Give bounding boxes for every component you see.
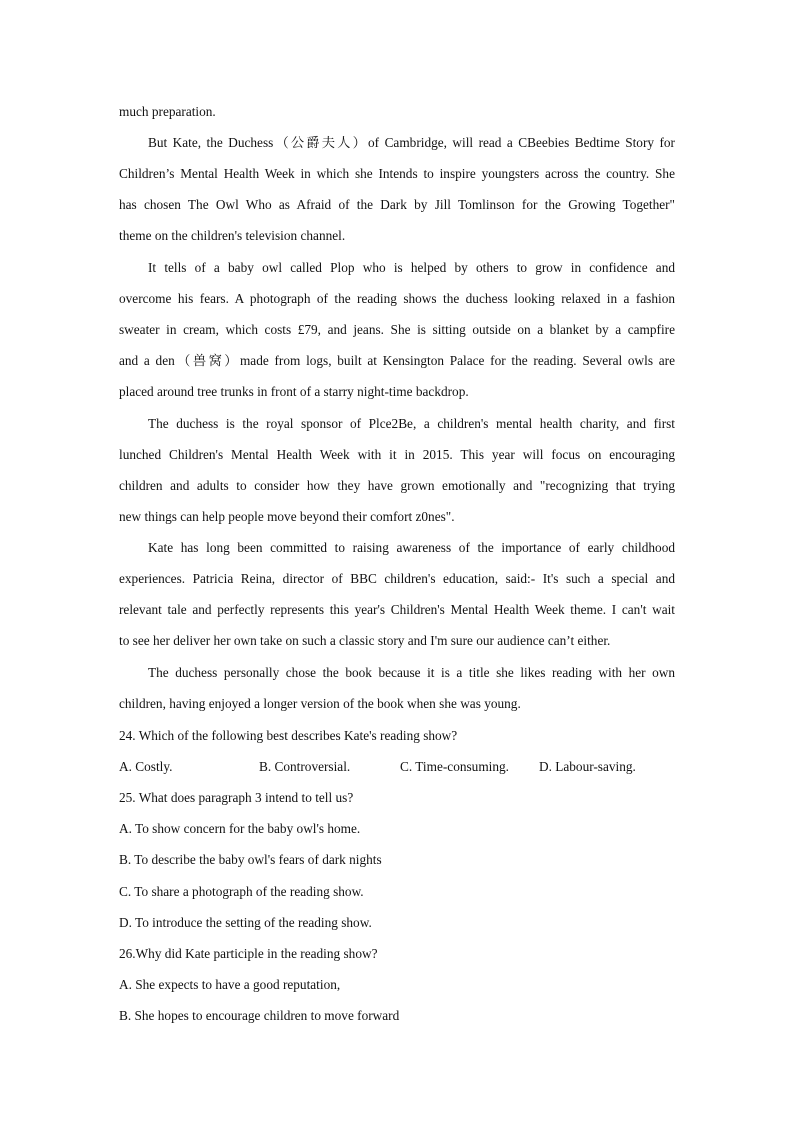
question-24-option-a: A. Costly. <box>119 759 173 774</box>
passage-line: theme on the children's television channel. <box>119 228 346 243</box>
passage-line: overcome his fears. A photograph of the reading shows the duchess looking relaxed in a fashion <box>119 291 675 306</box>
question-24-option-d: D. Labour-saving. <box>539 759 636 774</box>
passage-line: much preparation. <box>119 104 216 119</box>
passage-line: placed around tree trunks in front of a starry night-time backdrop. <box>119 384 469 399</box>
question-24-stem: 24. Which of the following best describes Kate's reading show? <box>119 728 458 743</box>
passage-line: to see her deliver her own take on such a classic story and I'm sure our audience can’t either. <box>119 633 611 648</box>
passage-line: The duchess is the royal sponsor of Plce2Be, a children's mental health charity, and first <box>148 416 675 431</box>
question-26-stem: 26.Why did Kate participle in the reading show? <box>119 946 378 961</box>
passage-line: But Kate, the Duchess（公爵夫人）of Cambridge, will read a CBeebies Bedtime Story for <box>148 135 675 150</box>
passage-line: and a den（兽窝）made from logs, built at Kensington Palace for the reading. Several owls are <box>119 353 675 368</box>
question-26-option-b: B. She hopes to encourage children to move forward <box>119 1008 400 1023</box>
passage-line: Children’s Mental Health Week in which she Intends to inspire youngsters across the country. She <box>119 166 675 181</box>
passage-line: It tells of a baby owl called Plop who is helped by others to grow in confidence and <box>148 260 675 275</box>
passage-line: The duchess personally chose the book because it is a title she likes reading with her own <box>148 665 675 680</box>
passage-line: children, having enjoyed a longer version of the book when she was young. <box>119 696 521 711</box>
passage-line: has chosen The Owl Who as Afraid of the Dark by Jill Tomlinson for the Growing Together" <box>119 197 675 212</box>
question-25-stem: 25. What does paragraph 3 intend to tell us? <box>119 790 354 805</box>
passage-line: new things can help people move beyond their comfort z0nes". <box>119 509 455 524</box>
passage-line: experiences. Patricia Reina, director of BBC children's education, said:- It's such a special and <box>119 571 675 586</box>
passage-line: children and adults to consider how they have grown emotionally and "recognizing that trying <box>119 478 675 493</box>
question-25-option-c: C. To share a photograph of the reading show. <box>119 884 364 899</box>
question-25-option-a: A. To show concern for the baby owl's home. <box>119 821 361 836</box>
question-24-option-c: C. Time-consuming. <box>400 759 509 774</box>
question-24-option-b: B. Controversial. <box>259 759 351 774</box>
passage-line: lunched Children's Mental Health Week with it in 2015. This year will focus on encouraging <box>119 447 675 462</box>
passage-line: sweater in cream, which costs £79, and jeans. She is sitting outside on a blanket by a campfire <box>119 322 675 337</box>
question-25-option-d: D. To introduce the setting of the reading show. <box>119 915 372 930</box>
passage-line: Kate has long been committed to raising awareness of the importance of early childhood <box>148 540 675 555</box>
question-25-option-b: B. To describe the baby owl's fears of dark nights <box>119 852 382 867</box>
question-26-option-a: A. She expects to have a good reputation, <box>119 977 341 992</box>
passage-line: relevant tale and perfectly represents this year's Children's Mental Health Week theme. I can't wait <box>119 602 675 617</box>
